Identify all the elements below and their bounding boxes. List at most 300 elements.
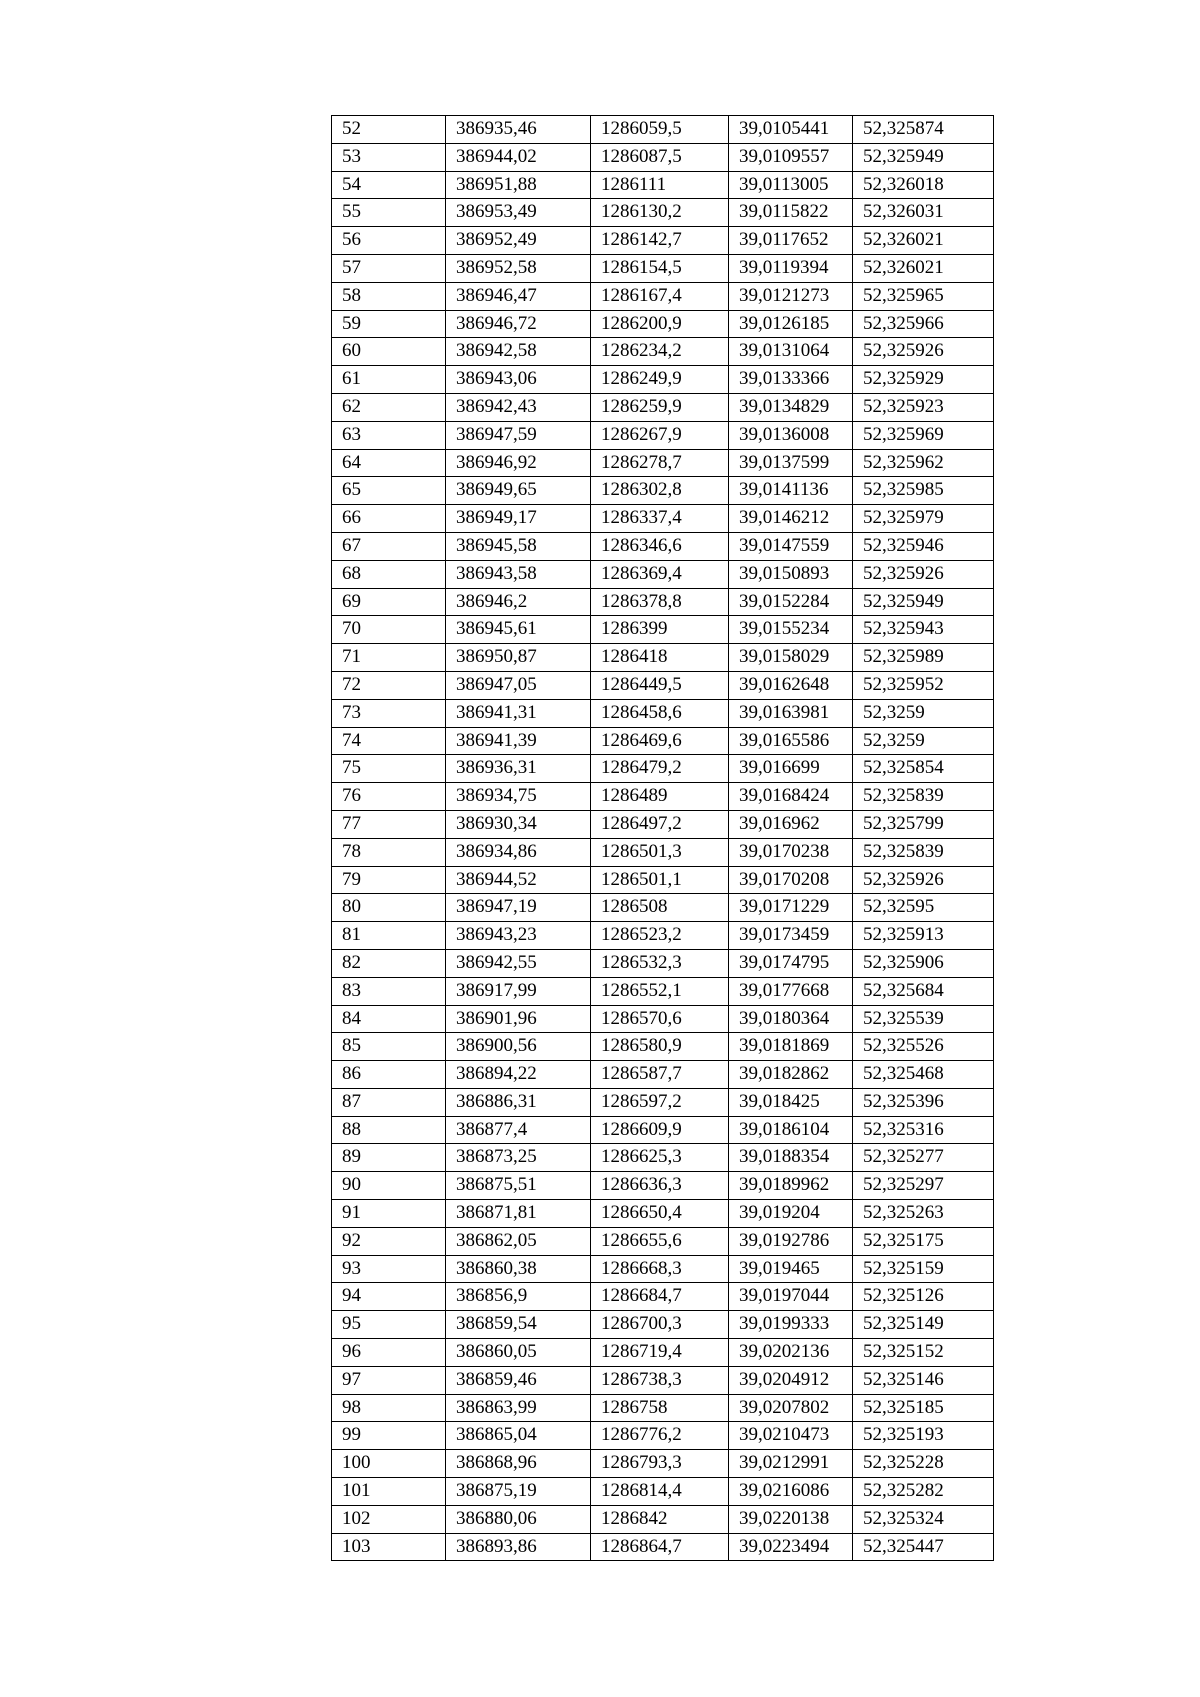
- latitude-cell: 52,325965: [853, 282, 994, 310]
- point-number-cell: 73: [332, 699, 446, 727]
- y-coordinate-cell: 1286378,8: [591, 588, 729, 616]
- longitude-cell: 39,018425: [729, 1088, 853, 1116]
- point-number-cell: 84: [332, 1005, 446, 1033]
- longitude-cell: 39,0133366: [729, 366, 853, 394]
- x-coordinate-cell: 386943,58: [446, 560, 591, 588]
- latitude-cell: 52,325913: [853, 922, 994, 950]
- latitude-cell: 52,325684: [853, 977, 994, 1005]
- x-coordinate-cell: 386865,04: [446, 1422, 591, 1450]
- x-coordinate-cell: 386947,19: [446, 894, 591, 922]
- longitude-cell: 39,019465: [729, 1255, 853, 1283]
- point-number-cell: 82: [332, 949, 446, 977]
- point-number-cell: 94: [332, 1283, 446, 1311]
- x-coordinate-cell: 386941,39: [446, 727, 591, 755]
- latitude-cell: 52,325985: [853, 477, 994, 505]
- table-row: [332, 1478, 994, 1506]
- longitude-cell: 39,0152284: [729, 588, 853, 616]
- latitude-cell: 52,325969: [853, 421, 994, 449]
- y-coordinate-cell: 1286842: [591, 1505, 729, 1533]
- x-coordinate-cell: 386947,05: [446, 671, 591, 699]
- table-row: [332, 1283, 994, 1311]
- table-row: [332, 227, 994, 255]
- point-number-cell: 54: [332, 171, 446, 199]
- longitude-cell: 39,016699: [729, 755, 853, 783]
- x-coordinate-cell: 386942,55: [446, 949, 591, 977]
- table-row: [332, 393, 994, 421]
- table-row: [332, 1172, 994, 1200]
- longitude-cell: 39,0162648: [729, 671, 853, 699]
- table-row: [332, 116, 994, 144]
- point-number-cell: 61: [332, 366, 446, 394]
- x-coordinate-cell: 386941,31: [446, 699, 591, 727]
- longitude-cell: 39,0202136: [729, 1339, 853, 1367]
- y-coordinate-cell: 1286776,2: [591, 1422, 729, 1450]
- table-row: [332, 588, 994, 616]
- latitude-cell: 52,325539: [853, 1005, 994, 1033]
- point-number-cell: 80: [332, 894, 446, 922]
- table-row: [332, 449, 994, 477]
- point-number-cell: 60: [332, 338, 446, 366]
- y-coordinate-cell: 1286259,9: [591, 393, 729, 421]
- x-coordinate-cell: 386880,06: [446, 1505, 591, 1533]
- coordinates-table: [331, 115, 994, 1561]
- x-coordinate-cell: 386875,51: [446, 1172, 591, 1200]
- point-number-cell: 99: [332, 1422, 446, 1450]
- table-row: [332, 560, 994, 588]
- longitude-cell: 39,0146212: [729, 505, 853, 533]
- y-coordinate-cell: 1286609,9: [591, 1116, 729, 1144]
- x-coordinate-cell: 386860,38: [446, 1255, 591, 1283]
- y-coordinate-cell: 1286369,4: [591, 560, 729, 588]
- table-row: [332, 171, 994, 199]
- point-number-cell: 92: [332, 1227, 446, 1255]
- y-coordinate-cell: 1286469,6: [591, 727, 729, 755]
- table-row: [332, 1005, 994, 1033]
- longitude-cell: 39,0173459: [729, 922, 853, 950]
- x-coordinate-cell: 386942,58: [446, 338, 591, 366]
- longitude-cell: 39,0182862: [729, 1061, 853, 1089]
- point-number-cell: 100: [332, 1450, 446, 1478]
- latitude-cell: 52,325946: [853, 532, 994, 560]
- longitude-cell: 39,0141136: [729, 477, 853, 505]
- y-coordinate-cell: 1286337,4: [591, 505, 729, 533]
- longitude-cell: 39,0126185: [729, 310, 853, 338]
- y-coordinate-cell: 1286625,3: [591, 1144, 729, 1172]
- x-coordinate-cell: 386953,49: [446, 199, 591, 227]
- table-row: [332, 1116, 994, 1144]
- longitude-cell: 39,0204912: [729, 1366, 853, 1394]
- x-coordinate-cell: 386894,22: [446, 1061, 591, 1089]
- longitude-cell: 39,0155234: [729, 616, 853, 644]
- longitude-cell: 39,0168424: [729, 783, 853, 811]
- x-coordinate-cell: 386944,02: [446, 143, 591, 171]
- point-number-cell: 69: [332, 588, 446, 616]
- latitude-cell: 52,325126: [853, 1283, 994, 1311]
- table-row: [332, 1450, 994, 1478]
- latitude-cell: 52,325316: [853, 1116, 994, 1144]
- latitude-cell: 52,325906: [853, 949, 994, 977]
- longitude-cell: 39,0170208: [729, 866, 853, 894]
- longitude-cell: 39,0109557: [729, 143, 853, 171]
- x-coordinate-cell: 386946,72: [446, 310, 591, 338]
- coordinates-table-body: [332, 116, 994, 1561]
- y-coordinate-cell: 1286501,3: [591, 838, 729, 866]
- latitude-cell: 52,325929: [853, 366, 994, 394]
- point-number-cell: 97: [332, 1366, 446, 1394]
- longitude-cell: 39,0131064: [729, 338, 853, 366]
- latitude-cell: 52,325149: [853, 1311, 994, 1339]
- longitude-cell: 39,0113005: [729, 171, 853, 199]
- x-coordinate-cell: 386875,19: [446, 1478, 591, 1506]
- table-row: [332, 1422, 994, 1450]
- table-row: [332, 366, 994, 394]
- y-coordinate-cell: 1286154,5: [591, 254, 729, 282]
- table-row: [332, 532, 994, 560]
- x-coordinate-cell: 386859,46: [446, 1366, 591, 1394]
- latitude-cell: 52,325297: [853, 1172, 994, 1200]
- table-row: [332, 421, 994, 449]
- point-number-cell: 83: [332, 977, 446, 1005]
- latitude-cell: 52,325263: [853, 1200, 994, 1228]
- point-number-cell: 57: [332, 254, 446, 282]
- latitude-cell: 52,326031: [853, 199, 994, 227]
- table-row: [332, 477, 994, 505]
- point-number-cell: 86: [332, 1061, 446, 1089]
- y-coordinate-cell: 1286302,8: [591, 477, 729, 505]
- x-coordinate-cell: 386936,31: [446, 755, 591, 783]
- longitude-cell: 39,0117652: [729, 227, 853, 255]
- table-row: [332, 1033, 994, 1061]
- x-coordinate-cell: 386946,47: [446, 282, 591, 310]
- latitude-cell: 52,325854: [853, 755, 994, 783]
- x-coordinate-cell: 386930,34: [446, 810, 591, 838]
- table-row: [332, 282, 994, 310]
- latitude-cell: 52,325193: [853, 1422, 994, 1450]
- latitude-cell: 52,325447: [853, 1533, 994, 1561]
- point-number-cell: 68: [332, 560, 446, 588]
- y-coordinate-cell: 1286650,4: [591, 1200, 729, 1228]
- point-number-cell: 89: [332, 1144, 446, 1172]
- x-coordinate-cell: 386863,99: [446, 1394, 591, 1422]
- longitude-cell: 39,0188354: [729, 1144, 853, 1172]
- y-coordinate-cell: 1286532,3: [591, 949, 729, 977]
- x-coordinate-cell: 386943,06: [446, 366, 591, 394]
- longitude-cell: 39,0170238: [729, 838, 853, 866]
- y-coordinate-cell: 1286130,2: [591, 199, 729, 227]
- longitude-cell: 39,0158029: [729, 644, 853, 672]
- y-coordinate-cell: 1286793,3: [591, 1450, 729, 1478]
- y-coordinate-cell: 1286479,2: [591, 755, 729, 783]
- point-number-cell: 85: [332, 1033, 446, 1061]
- table-row: [332, 949, 994, 977]
- latitude-cell: 52,325952: [853, 671, 994, 699]
- table-row: [332, 671, 994, 699]
- point-number-cell: 95: [332, 1311, 446, 1339]
- y-coordinate-cell: 1286418: [591, 644, 729, 672]
- latitude-cell: 52,325282: [853, 1478, 994, 1506]
- longitude-cell: 39,0186104: [729, 1116, 853, 1144]
- latitude-cell: 52,325146: [853, 1366, 994, 1394]
- point-number-cell: 76: [332, 783, 446, 811]
- table-row: [332, 1200, 994, 1228]
- latitude-cell: 52,326018: [853, 171, 994, 199]
- latitude-cell: 52,325526: [853, 1033, 994, 1061]
- x-coordinate-cell: 386952,58: [446, 254, 591, 282]
- y-coordinate-cell: 1286552,1: [591, 977, 729, 1005]
- y-coordinate-cell: 1286597,2: [591, 1088, 729, 1116]
- table-row: [332, 310, 994, 338]
- point-number-cell: 103: [332, 1533, 446, 1561]
- longitude-cell: 39,019204: [729, 1200, 853, 1228]
- table-row: [332, 1311, 994, 1339]
- latitude-cell: 52,3259: [853, 727, 994, 755]
- table-row: [332, 143, 994, 171]
- x-coordinate-cell: 386860,05: [446, 1339, 591, 1367]
- latitude-cell: 52,325799: [853, 810, 994, 838]
- point-number-cell: 55: [332, 199, 446, 227]
- y-coordinate-cell: 1286449,5: [591, 671, 729, 699]
- longitude-cell: 39,016962: [729, 810, 853, 838]
- x-coordinate-cell: 386917,99: [446, 977, 591, 1005]
- point-number-cell: 78: [332, 838, 446, 866]
- table-row: [332, 1533, 994, 1561]
- x-coordinate-cell: 386868,96: [446, 1450, 591, 1478]
- x-coordinate-cell: 386862,05: [446, 1227, 591, 1255]
- x-coordinate-cell: 386947,59: [446, 421, 591, 449]
- y-coordinate-cell: 1286523,2: [591, 922, 729, 950]
- longitude-cell: 39,0189962: [729, 1172, 853, 1200]
- longitude-cell: 39,0121273: [729, 282, 853, 310]
- y-coordinate-cell: 1286580,9: [591, 1033, 729, 1061]
- point-number-cell: 93: [332, 1255, 446, 1283]
- y-coordinate-cell: 1286059,5: [591, 116, 729, 144]
- latitude-cell: 52,325926: [853, 560, 994, 588]
- longitude-cell: 39,0199333: [729, 1311, 853, 1339]
- x-coordinate-cell: 386886,31: [446, 1088, 591, 1116]
- x-coordinate-cell: 386950,87: [446, 644, 591, 672]
- y-coordinate-cell: 1286587,7: [591, 1061, 729, 1089]
- x-coordinate-cell: 386952,49: [446, 227, 591, 255]
- longitude-cell: 39,0163981: [729, 699, 853, 727]
- y-coordinate-cell: 1286668,3: [591, 1255, 729, 1283]
- point-number-cell: 58: [332, 282, 446, 310]
- y-coordinate-cell: 1286814,4: [591, 1478, 729, 1506]
- point-number-cell: 63: [332, 421, 446, 449]
- latitude-cell: 52,325943: [853, 616, 994, 644]
- x-coordinate-cell: 386942,43: [446, 393, 591, 421]
- y-coordinate-cell: 1286758: [591, 1394, 729, 1422]
- x-coordinate-cell: 386934,75: [446, 783, 591, 811]
- x-coordinate-cell: 386877,4: [446, 1116, 591, 1144]
- y-coordinate-cell: 1286684,7: [591, 1283, 729, 1311]
- latitude-cell: 52,325949: [853, 588, 994, 616]
- latitude-cell: 52,325962: [853, 449, 994, 477]
- x-coordinate-cell: 386901,96: [446, 1005, 591, 1033]
- point-number-cell: 56: [332, 227, 446, 255]
- table-row: [332, 254, 994, 282]
- table-row: [332, 894, 994, 922]
- point-number-cell: 79: [332, 866, 446, 894]
- point-number-cell: 91: [332, 1200, 446, 1228]
- latitude-cell: 52,326021: [853, 254, 994, 282]
- y-coordinate-cell: 1286501,1: [591, 866, 729, 894]
- longitude-cell: 39,0165586: [729, 727, 853, 755]
- x-coordinate-cell: 386946,2: [446, 588, 591, 616]
- x-coordinate-cell: 386893,86: [446, 1533, 591, 1561]
- latitude-cell: 52,325277: [853, 1144, 994, 1172]
- longitude-cell: 39,0136008: [729, 421, 853, 449]
- y-coordinate-cell: 1286458,6: [591, 699, 729, 727]
- y-coordinate-cell: 1286200,9: [591, 310, 729, 338]
- latitude-cell: 52,325175: [853, 1227, 994, 1255]
- longitude-cell: 39,0174795: [729, 949, 853, 977]
- x-coordinate-cell: 386859,54: [446, 1311, 591, 1339]
- x-coordinate-cell: 386945,58: [446, 532, 591, 560]
- longitude-cell: 39,0171229: [729, 894, 853, 922]
- x-coordinate-cell: 386945,61: [446, 616, 591, 644]
- point-number-cell: 87: [332, 1088, 446, 1116]
- table-row: [332, 977, 994, 1005]
- y-coordinate-cell: 1286278,7: [591, 449, 729, 477]
- point-number-cell: 75: [332, 755, 446, 783]
- table-row: [332, 699, 994, 727]
- latitude-cell: 52,325923: [853, 393, 994, 421]
- x-coordinate-cell: 386900,56: [446, 1033, 591, 1061]
- point-number-cell: 101: [332, 1478, 446, 1506]
- y-coordinate-cell: 1286570,6: [591, 1005, 729, 1033]
- point-number-cell: 81: [332, 922, 446, 950]
- table-row: [332, 1366, 994, 1394]
- latitude-cell: 52,325989: [853, 644, 994, 672]
- longitude-cell: 39,0192786: [729, 1227, 853, 1255]
- longitude-cell: 39,0223494: [729, 1533, 853, 1561]
- point-number-cell: 90: [332, 1172, 446, 1200]
- point-number-cell: 59: [332, 310, 446, 338]
- point-number-cell: 77: [332, 810, 446, 838]
- table-row: [332, 922, 994, 950]
- latitude-cell: 52,325979: [853, 505, 994, 533]
- y-coordinate-cell: 1286399: [591, 616, 729, 644]
- x-coordinate-cell: 386944,52: [446, 866, 591, 894]
- x-coordinate-cell: 386871,81: [446, 1200, 591, 1228]
- latitude-cell: 52,32595: [853, 894, 994, 922]
- point-number-cell: 102: [332, 1505, 446, 1533]
- x-coordinate-cell: 386949,17: [446, 505, 591, 533]
- latitude-cell: 52,325839: [853, 838, 994, 866]
- y-coordinate-cell: 1286111: [591, 171, 729, 199]
- longitude-cell: 39,0220138: [729, 1505, 853, 1533]
- y-coordinate-cell: 1286267,9: [591, 421, 729, 449]
- latitude-cell: 52,325152: [853, 1339, 994, 1367]
- latitude-cell: 52,325228: [853, 1450, 994, 1478]
- table-row: [332, 1061, 994, 1089]
- point-number-cell: 65: [332, 477, 446, 505]
- table-row: [332, 1227, 994, 1255]
- latitude-cell: 52,325324: [853, 1505, 994, 1533]
- point-number-cell: 64: [332, 449, 446, 477]
- point-number-cell: 53: [332, 143, 446, 171]
- latitude-cell: 52,326021: [853, 227, 994, 255]
- table-row: [332, 1339, 994, 1367]
- table-row: [332, 616, 994, 644]
- table-row: [332, 838, 994, 866]
- y-coordinate-cell: 1286142,7: [591, 227, 729, 255]
- longitude-cell: 39,0181869: [729, 1033, 853, 1061]
- x-coordinate-cell: 386934,86: [446, 838, 591, 866]
- table-row: [332, 783, 994, 811]
- point-number-cell: 98: [332, 1394, 446, 1422]
- point-number-cell: 67: [332, 532, 446, 560]
- latitude-cell: 52,325874: [853, 116, 994, 144]
- table-row: [332, 727, 994, 755]
- point-number-cell: 96: [332, 1339, 446, 1367]
- table-row: [332, 338, 994, 366]
- table-row: [332, 1505, 994, 1533]
- latitude-cell: 52,325159: [853, 1255, 994, 1283]
- longitude-cell: 39,0150893: [729, 560, 853, 588]
- longitude-cell: 39,0134829: [729, 393, 853, 421]
- longitude-cell: 39,0115822: [729, 199, 853, 227]
- table-row: [332, 810, 994, 838]
- table-row: [332, 1255, 994, 1283]
- y-coordinate-cell: 1286497,2: [591, 810, 729, 838]
- table-row: [332, 1394, 994, 1422]
- latitude-cell: 52,325468: [853, 1061, 994, 1089]
- y-coordinate-cell: 1286636,3: [591, 1172, 729, 1200]
- x-coordinate-cell: 386943,23: [446, 922, 591, 950]
- y-coordinate-cell: 1286700,3: [591, 1311, 729, 1339]
- latitude-cell: 52,325185: [853, 1394, 994, 1422]
- table-row: [332, 1144, 994, 1172]
- table-row: [332, 1088, 994, 1116]
- latitude-cell: 52,325966: [853, 310, 994, 338]
- point-number-cell: 74: [332, 727, 446, 755]
- point-number-cell: 66: [332, 505, 446, 533]
- y-coordinate-cell: 1286655,6: [591, 1227, 729, 1255]
- longitude-cell: 39,0147559: [729, 532, 853, 560]
- latitude-cell: 52,325396: [853, 1088, 994, 1116]
- y-coordinate-cell: 1286087,5: [591, 143, 729, 171]
- table-row: [332, 199, 994, 227]
- x-coordinate-cell: 386856,9: [446, 1283, 591, 1311]
- y-coordinate-cell: 1286249,9: [591, 366, 729, 394]
- y-coordinate-cell: 1286738,3: [591, 1366, 729, 1394]
- longitude-cell: 39,0210473: [729, 1422, 853, 1450]
- latitude-cell: 52,325839: [853, 783, 994, 811]
- x-coordinate-cell: 386951,88: [446, 171, 591, 199]
- longitude-cell: 39,0137599: [729, 449, 853, 477]
- latitude-cell: 52,3259: [853, 699, 994, 727]
- y-coordinate-cell: 1286719,4: [591, 1339, 729, 1367]
- x-coordinate-cell: 386949,65: [446, 477, 591, 505]
- latitude-cell: 52,325926: [853, 338, 994, 366]
- x-coordinate-cell: 386873,25: [446, 1144, 591, 1172]
- y-coordinate-cell: 1286489: [591, 783, 729, 811]
- y-coordinate-cell: 1286234,2: [591, 338, 729, 366]
- table-row: [332, 505, 994, 533]
- point-number-cell: 88: [332, 1116, 446, 1144]
- longitude-cell: 39,0216086: [729, 1478, 853, 1506]
- y-coordinate-cell: 1286167,4: [591, 282, 729, 310]
- longitude-cell: 39,0180364: [729, 1005, 853, 1033]
- longitude-cell: 39,0212991: [729, 1450, 853, 1478]
- y-coordinate-cell: 1286508: [591, 894, 729, 922]
- x-coordinate-cell: 386935,46: [446, 116, 591, 144]
- point-number-cell: 62: [332, 393, 446, 421]
- y-coordinate-cell: 1286864,7: [591, 1533, 729, 1561]
- x-coordinate-cell: 386946,92: [446, 449, 591, 477]
- point-number-cell: 52: [332, 116, 446, 144]
